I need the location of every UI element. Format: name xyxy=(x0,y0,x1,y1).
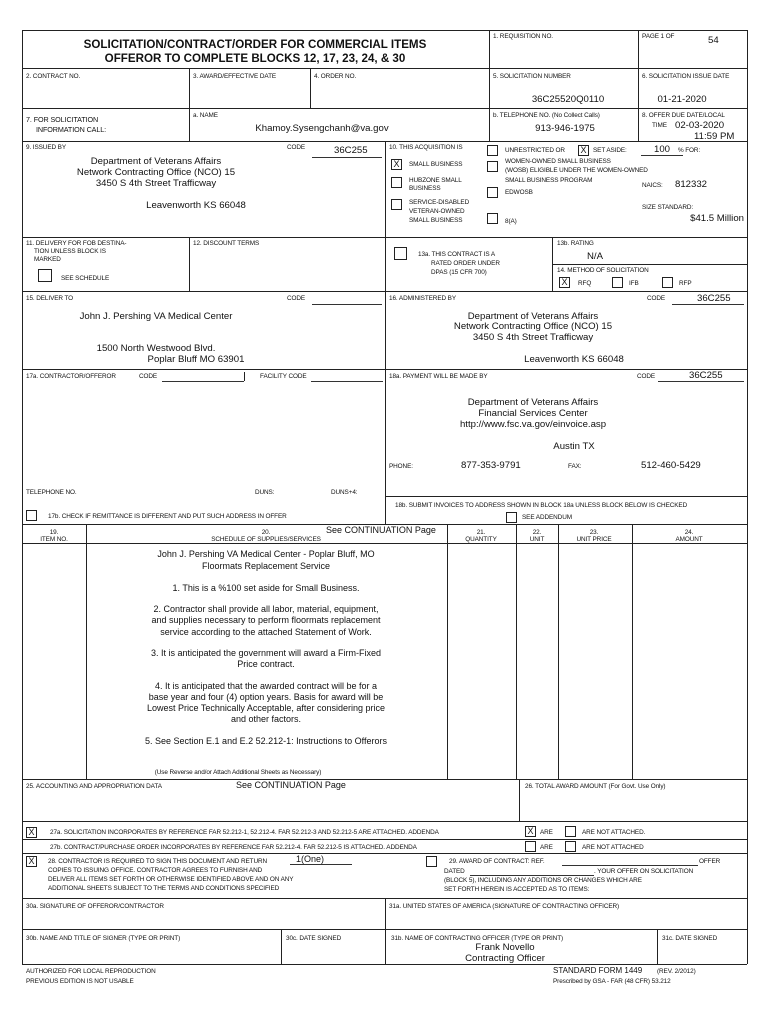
rated-order-checkbox[interactable] xyxy=(394,247,407,260)
award-line-4: SET FORTH HEREIN IS ACCEPTED AS TO ITEMS: xyxy=(444,886,590,893)
rfp-label: RFP xyxy=(679,280,692,287)
offer-due-label: 8. OFFER DUE DATE/LOCAL xyxy=(642,112,725,119)
contractor-code-label: CODE xyxy=(139,373,158,380)
admin-line-3: 3450 S 4th Street Trafficway xyxy=(472,332,594,343)
solicitation-number-label: 5. SOLICITATION NUMBER xyxy=(493,73,571,80)
are-not-27b-checkbox[interactable] xyxy=(565,841,576,852)
contractor-sign-checkbox[interactable]: X xyxy=(26,856,37,867)
rating-label: 13b. RATING xyxy=(557,240,594,247)
solicitation-number: 36C25520Q0110 xyxy=(531,94,605,105)
name-label: a. NAME xyxy=(193,112,218,119)
admin-line-2: Network Contracting Office (NCO) 15 xyxy=(453,321,613,332)
admin-code-label: CODE xyxy=(647,295,666,302)
set-aside-checkbox[interactable]: X xyxy=(578,145,589,156)
are-not-27a-label: ARE NOT ATTACHED. xyxy=(582,829,646,836)
are-27a-label: ARE xyxy=(540,829,553,836)
rfq-checkbox[interactable]: X xyxy=(559,277,570,288)
sdvosb-checkbox[interactable] xyxy=(391,199,402,210)
footer-previous-edition: PREVIOUS EDITION IS NOT USABLE xyxy=(26,978,134,985)
ifb-label: IFB xyxy=(629,280,639,287)
time-label: TIME xyxy=(652,122,667,129)
ifb-checkbox[interactable] xyxy=(612,277,623,288)
wosb-label-1: WOMEN-OWNED SMALL BUSINESS xyxy=(505,158,611,165)
schedule-note: (Use Reverse and/or Attach Additional Sheets as Necessary) xyxy=(154,769,322,776)
admin-line-4: Leavenworth KS 66048 xyxy=(524,354,624,365)
deliver-line-3: Poplar Bluff MO 63901 xyxy=(147,354,245,365)
payment-line-3: http://www.fsc.va.gov/einvoice.asp xyxy=(459,419,607,430)
rfp-checkbox[interactable] xyxy=(662,277,673,288)
col-unit-price: UNIT PRICE xyxy=(576,536,612,543)
admin-line-1: Department of Veterans Affairs xyxy=(467,311,599,322)
contractor-sign-line-3: DELIVER ALL ITEMS SET FORTH OR OTHERWISE IDENTIFIED ABOVE AND ON ANY xyxy=(48,876,294,883)
are-27a-checkbox[interactable]: X xyxy=(525,826,536,837)
total-award-label: 26. TOTAL AWARD AMOUNT (For Govt. Use Only) xyxy=(525,783,666,790)
officer-name: Frank Novello xyxy=(475,942,535,953)
set-aside-percent: 100 xyxy=(653,144,671,155)
small-business-checkbox[interactable]: X xyxy=(391,159,402,170)
award-checkbox[interactable] xyxy=(426,856,437,867)
rating-value: N/A xyxy=(587,251,603,262)
officer-signature-label: 31a. UNITED STATES OF AMERICA (SIGNATURE OF CONTRACTING OFFICER) xyxy=(389,903,620,910)
rfq-label: RFQ xyxy=(578,280,592,287)
unrestricted-label: UNRESTRICTED OR xyxy=(505,147,565,154)
payment-phone: 877-353-9791 xyxy=(461,460,521,471)
sdvosb-label-2: VETERAN-OWNED xyxy=(409,208,465,215)
schedule-para-4b: base year and four (4) option years. Basis for award will be xyxy=(148,692,384,702)
col-unit-price-num: 23. xyxy=(589,529,599,536)
dated-label: DATED xyxy=(444,868,465,875)
issued-code: 36C255 xyxy=(334,145,368,156)
payment-line-4: Austin TX xyxy=(553,441,595,452)
payment-code-label: CODE xyxy=(637,373,656,380)
schedule-para-2c: service according to the attached Statement of Work. xyxy=(160,627,372,637)
acquisition-label: 10. THIS ACQUISITION IS xyxy=(389,144,463,151)
issuer-line-4: Leavenworth KS 66048 xyxy=(146,200,246,211)
payment-code: 36C255 xyxy=(689,370,723,381)
far-27a-label: 27a. SOLICITATION INCORPORATES BY REFERENCE FAR 52.212-1, 52.212-4. FAR 52.212-3 AND 52.212-5 ARE ATTACHED. ADDENDA xyxy=(50,829,439,836)
are-not-27b-label: ARE NOT ATTACHED xyxy=(582,844,644,851)
hubzone-label-1: HUBZONE SMALL xyxy=(409,177,462,184)
deliver-to-label: 15. DELIVER TO xyxy=(26,295,74,302)
for-solicitation-label: 7. FOR SOLICITATION xyxy=(26,115,99,124)
sdvosb-label-3: SMALL BUSINESS xyxy=(409,217,463,224)
schedule-para-4c: Lowest Price Technically Acceptable, after considering price xyxy=(147,703,385,713)
col-item-no-num: 19. xyxy=(49,529,59,536)
footer-form-name: STANDARD FORM 1449 xyxy=(553,966,643,975)
footer-prescribed: Prescribed by GSA - FAR (48 CFR) 53.212 xyxy=(553,978,671,985)
are-27b-label: ARE xyxy=(540,844,553,851)
schedule-para-4d: and other factors. xyxy=(230,714,302,724)
schedule-para-3a: 3. It is anticipated the government will award a Firm-Fixed xyxy=(150,648,382,658)
far-27a-checkbox[interactable]: X xyxy=(26,827,37,838)
schedule-para-4a: 4. It is anticipated that the awarded contract will be for a xyxy=(154,681,378,691)
method-label: 14. METHOD OF SOLICITATION xyxy=(557,267,649,274)
are-not-27a-checkbox[interactable] xyxy=(565,826,576,837)
col-amount-num: 24. xyxy=(684,529,694,536)
accounting-see-continuation: See CONTINUATION Page xyxy=(236,780,346,790)
col-amount: AMOUNT xyxy=(675,536,703,543)
administered-by-label: 16. ADMINISTERED BY xyxy=(389,295,456,302)
officer-title: Contracting Officer xyxy=(465,953,545,964)
col-item-no: ITEM NO. xyxy=(40,536,68,543)
deliver-line-1: John J. Pershing VA Medical Center xyxy=(79,311,233,322)
accounting-label: 25. ACCOUNTING AND APPROPRIATION DATA xyxy=(26,783,162,790)
award-date-label: 3. AWARD/EFFECTIVE DATE xyxy=(193,73,277,80)
payment-line-2: Financial Services Center xyxy=(478,408,588,419)
information-call-label: INFORMATION CALL: xyxy=(36,125,107,134)
page-label: PAGE 1 OF xyxy=(642,33,675,40)
schedule-heading-2: Floormats Replacement Service xyxy=(201,561,331,571)
admin-code: 36C255 xyxy=(697,293,731,304)
form-subtitle: OFFEROR TO COMPLETE BLOCKS 12, 17, 23, 24, & 30 xyxy=(104,52,406,65)
officer-date-label: 31c. DATE SIGNED xyxy=(662,935,718,942)
schedule-para-1: 1. This is a %100 set aside for Small Business. xyxy=(172,583,360,593)
facility-code-label: FACILITY CODE xyxy=(260,373,307,380)
footer-local-reproduction: AUTHORIZED FOR LOCAL REPRODUCTION xyxy=(26,968,156,975)
award-label: 29. AWARD OF CONTRACT: REF. xyxy=(449,858,545,865)
payment-line-1: Department of Veterans Affairs xyxy=(467,397,599,408)
delivery-label-1: 11. DELIVERY FOR FOB DESTINA- xyxy=(26,240,127,247)
contractor-sign-line-1: 28. CONTRACTOR IS REQUIRED TO SIGN THIS DOCUMENT AND RETURN xyxy=(48,858,267,865)
schedule-para-5: 5. See Section E.1 and E.2 52.212-1: Instructions to Offerors xyxy=(145,736,387,746)
form-title: SOLICITATION/CONTRACT/ORDER FOR COMMERCIAL ITEMS xyxy=(83,38,427,51)
contact-phone: 913-946-1975 xyxy=(535,123,595,134)
signer-name-label: 30b. NAME AND TITLE OF SIGNER (TYPE OR PRINT) xyxy=(26,935,181,942)
contact-email: Khamoy.Sysengchanh@va.gov xyxy=(255,123,389,134)
issued-code-label: CODE xyxy=(287,144,306,151)
rated-label-3: DPAS (15 CFR 700) xyxy=(431,269,487,276)
far-27b-label: 27b. CONTRACT/PURCHASE ORDER INCORPORATES BY REFERENCE FAR 52.212-4. FAR 52.212-5 IS ATTACHED. ADDENDA xyxy=(50,844,417,851)
see-schedule-checkbox[interactable] xyxy=(38,269,52,282)
issuer-line-3: 3450 S 4th Street Trafficway xyxy=(95,178,217,189)
unrestricted-checkbox[interactable] xyxy=(487,145,498,156)
contract-no-label: 2. CONTRACT NO. xyxy=(26,73,81,80)
offer-due-time: 11:59 PM xyxy=(694,131,735,142)
issued-by-label: 9. ISSUED BY xyxy=(26,144,66,151)
duns4-label: DUNS+4: xyxy=(331,489,358,496)
offeror-signature-label: 30a. SIGNATURE OF OFFEROR/CONTRACTOR xyxy=(26,903,164,910)
delivery-label-2: TION UNLESS BLOCK IS xyxy=(34,248,106,255)
offer-label: OFFER xyxy=(699,858,721,865)
col-unit-num: 22. xyxy=(532,529,542,536)
page-total: 54 xyxy=(708,35,719,46)
fax-label: FAX: xyxy=(568,463,582,470)
col-unit: UNIT xyxy=(529,536,545,543)
deliver-code-label: CODE xyxy=(287,295,306,302)
footer-revision: (REV. 2/2012) xyxy=(657,968,696,975)
rated-label-1: 13a. THIS CONTRACT IS A xyxy=(418,251,496,258)
col-quantity: QUANTITY xyxy=(465,536,497,543)
order-no-label: 4. ORDER NO. xyxy=(314,73,357,80)
remittance-checkbox[interactable] xyxy=(26,510,37,521)
delivery-label-3: MARKED xyxy=(34,256,61,263)
set-aside-label: SET ASIDE: xyxy=(593,147,627,154)
size-standard-label: SIZE STANDARD: xyxy=(642,204,694,211)
contractor-telephone-label: TELEPHONE NO. xyxy=(26,489,77,496)
issuer-line-2: Network Contracting Office (NCO) 15 xyxy=(76,167,236,178)
submit-invoices-label: 18b. SUBMIT INVOICES TO ADDRESS SHOWN IN BLOCK 18a UNLESS BLOCK BELOW IS CHECKED xyxy=(395,502,688,509)
col-schedule: SCHEDULE OF SUPPLIES/SERVICES xyxy=(211,536,321,543)
naics-label: NAICS: xyxy=(642,182,663,189)
percent-for-label: % FOR: xyxy=(678,147,701,154)
small-business-label: SMALL BUSINESS xyxy=(409,161,463,168)
sdvosb-label-1: SERVICE-DISABLED xyxy=(409,199,470,206)
payment-fax: 512-460-5429 xyxy=(641,460,701,471)
col-quantity-num: 21. xyxy=(476,529,486,536)
payment-by-label: 18a. PAYMENT WILL BE MADE BY xyxy=(389,373,488,380)
see-schedule-label: SEE SCHEDULE xyxy=(61,275,110,282)
remittance-label: 17b. CHECK IF REMITTANCE IS DIFFERENT AND PUT SUCH ADDRESS IN OFFER xyxy=(48,513,287,520)
naics-code: 812332 xyxy=(675,179,708,190)
col-schedule-num: 20. xyxy=(261,529,271,536)
duns-label: DUNS: xyxy=(255,489,275,496)
eight-a-checkbox[interactable] xyxy=(487,213,498,224)
wosb-label-2: (WOSB) ELIGIBLE UNDER THE WOMEN-OWNED xyxy=(505,167,648,174)
schedule-para-2b: and supplies necessary to perform floormats replacement xyxy=(151,615,381,625)
schedule-para-2a: 2. Contractor shall provide all labor, material, equipment, xyxy=(153,604,379,614)
wosb-checkbox[interactable] xyxy=(487,161,498,172)
telephone-label: b. TELEPHONE NO. (No Collect Calls) xyxy=(493,112,600,119)
contractor-sign-line-4: ADDITIONAL SHEETS SUBJECT TO THE TERMS AND CONDITIONS SPECIFIED xyxy=(48,885,280,892)
deliver-line-2: 1500 North Westwood Blvd. xyxy=(96,343,216,354)
contractor-sign-line-2: COPIES TO ISSUING OFFICE. CONTRACTOR AGREES TO FURNISH AND xyxy=(48,867,263,874)
hubzone-label-2: BUSINESS xyxy=(409,185,441,192)
schedule-see-continuation: See CONTINUATION Page xyxy=(326,525,436,535)
offer-due-date: 02-03-2020 xyxy=(675,120,725,131)
edwosb-checkbox[interactable] xyxy=(487,187,498,198)
edwosb-label: EDWOSB xyxy=(505,189,533,196)
schedule-para-3b: Price contract. xyxy=(237,659,295,669)
phone-label: PHONE: xyxy=(389,463,413,470)
copies-count: 1(One) xyxy=(296,854,325,864)
award-line-3: (BLOCK 5), INCLUDING ANY ADDITIONS OR CHANGES WHICH ARE xyxy=(444,877,642,884)
schedule-heading-1: John J. Pershing VA Medical Center - Poplar Bluff, MO xyxy=(157,549,375,559)
rated-label-2: RATED ORDER UNDER xyxy=(431,260,500,267)
eight-a-label: 8(A) xyxy=(505,218,517,225)
are-27b-checkbox[interactable] xyxy=(525,841,536,852)
hubzone-checkbox[interactable] xyxy=(391,177,402,188)
requisition-label: 1. REQUISITION NO. xyxy=(493,33,553,40)
wosb-label-3: SMALL BUSINESS PROGRAM xyxy=(505,177,593,184)
signer-date-label: 30c. DATE SIGNED xyxy=(286,935,342,942)
issuer-line-1: Department of Veterans Affairs xyxy=(90,156,222,167)
discount-terms-label: 12. DISCOUNT TERMS xyxy=(193,240,260,247)
officer-name-label: 31b. NAME OF CONTRACTING OFFICER (TYPE OR PRINT) xyxy=(391,935,564,942)
addendum-checkbox[interactable] xyxy=(506,512,517,523)
solicitation-date: 01-21-2020 xyxy=(657,94,707,105)
solicitation-date-label: 6. SOLICITATION ISSUE DATE xyxy=(642,73,730,80)
size-standard: $41.5 Million xyxy=(690,213,744,224)
contractor-label: 17a. CONTRACTOR/OFFEROR xyxy=(26,373,116,380)
see-addendum-label: SEE ADDENDUM xyxy=(522,514,572,521)
your-offer-label: . YOUR OFFER ON SOLICITATION xyxy=(594,868,694,875)
